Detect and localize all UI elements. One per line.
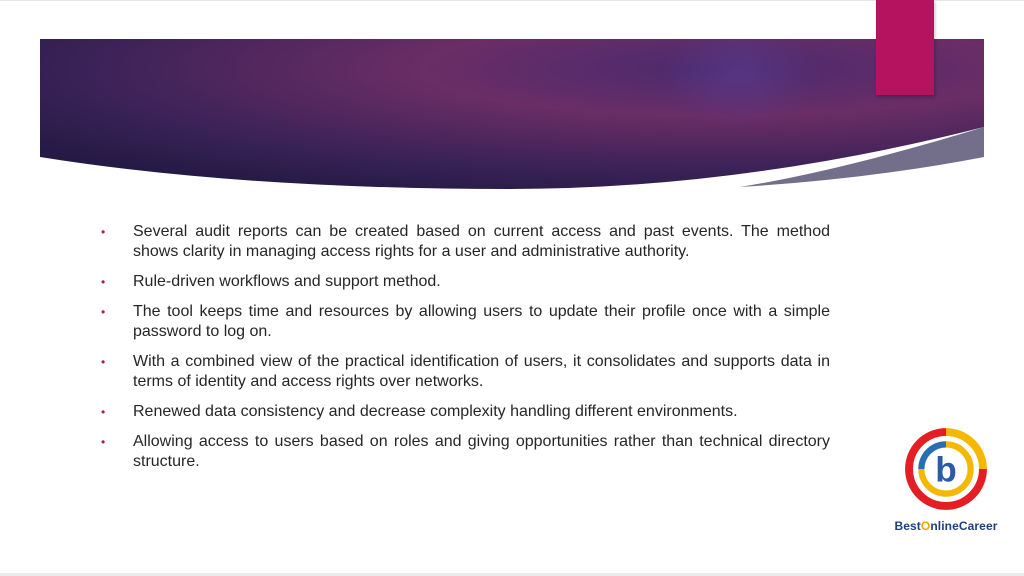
brand-logo [890,425,1002,537]
bullet-item [101,352,830,392]
bullet-dot-icon: • [101,275,106,289]
bullet-list [101,222,830,482]
top-divider [0,0,1024,1]
logo-word-career: Career [958,519,998,533]
bullet-item [101,222,830,262]
bullet-text: The tool keeps time and resources by allowing users to update their profile once with a simple password to log on. [133,303,830,340]
bullet-item [101,302,830,342]
bullet-text: Rule-driven workflows and support method. [133,273,441,290]
bullet-text: Allowing access to users based on roles and giving opportunities rather than technical directory structure. [133,433,830,470]
logo-word-best: Best [894,519,921,533]
header-banner [40,39,984,191]
bullet-dot-icon: • [101,355,106,369]
logo-wordmark [890,519,1002,533]
bullet-item [101,272,830,292]
bullet-item [101,432,830,472]
logo-word-nline: nline [930,519,959,533]
logo-mark-icon [902,425,990,513]
bullet-item [101,402,830,422]
bullet-text: Several audit reports can be created based on current access and past events. The method shows clarity in managing access rights for a user and administrative authority. [133,223,830,260]
logo-letter: b [935,450,957,490]
bullet-text: With a combined view of the practical identification of users, it consolidates and supports data in terms of identity and access rights over networks. [133,353,830,390]
bullet-dot-icon: • [101,405,106,419]
bullet-dot-icon: • [101,435,106,449]
accent-tab [876,0,934,95]
bullet-dot-icon: • [101,225,106,239]
logo-word-o: O [920,519,931,533]
bullet-text: Renewed data consistency and decrease complexity handling different environments. [133,403,738,420]
bullet-dot-icon: • [101,305,106,319]
